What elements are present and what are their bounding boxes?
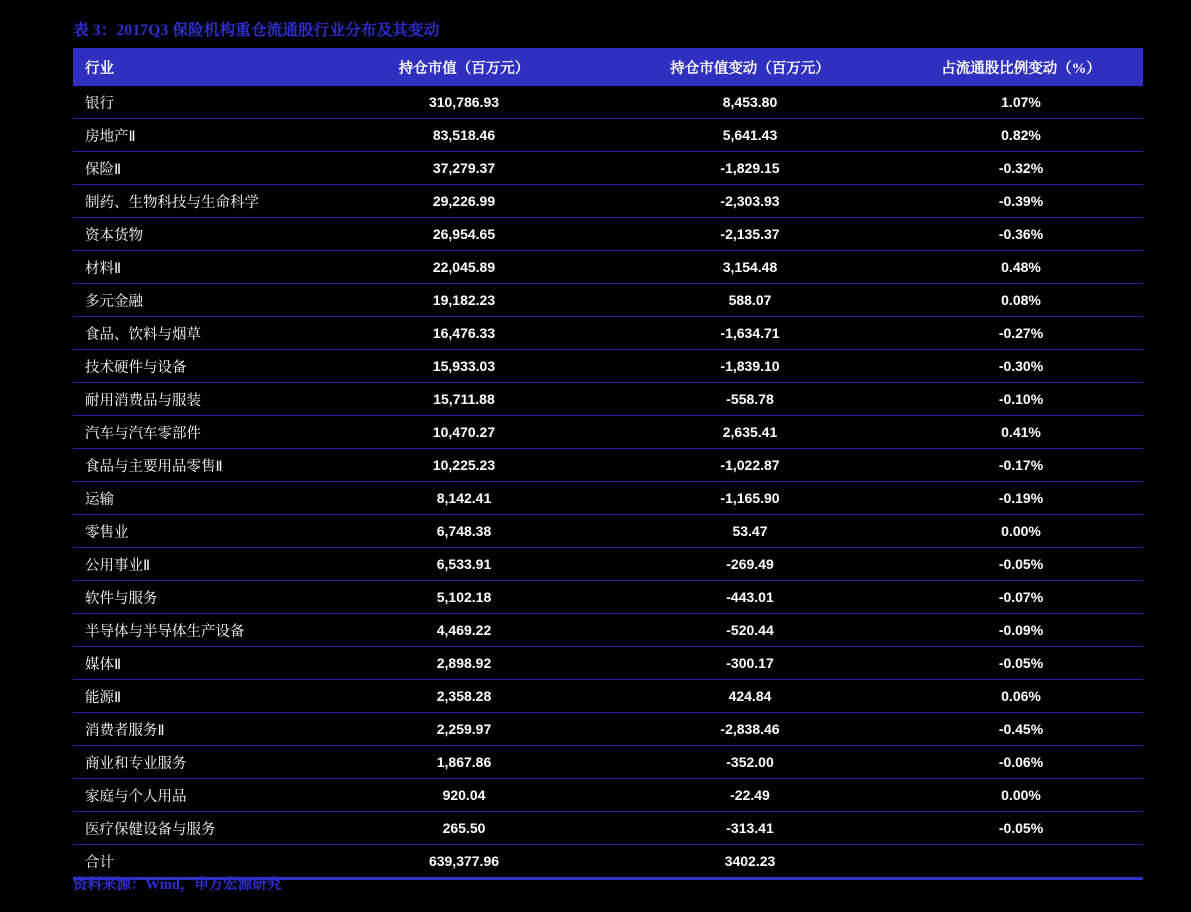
cell-ratio-change: 0.00% [899,515,1143,548]
cell-ratio-change: -0.45% [899,713,1143,746]
cell-market-value: 6,748.38 [327,515,601,548]
cell-market-value: 6,533.91 [327,548,601,581]
cell-industry: 保险Ⅱ [73,152,327,185]
cell-ratio-change: 1.07% [899,86,1143,119]
cell-market-value: 8,142.41 [327,482,601,515]
cell-industry: 公用事业Ⅱ [73,548,327,581]
table-body [73,86,1143,879]
cell-market-value: 19,182.23 [327,284,601,317]
table-row [73,251,1143,284]
cell-ratio-change: -0.05% [899,812,1143,845]
cell-ratio-change: -0.32% [899,152,1143,185]
cell-market-value: 5,102.18 [327,581,601,614]
cell-market-value-change: 3402.23 [601,845,899,879]
cell-market-value-change: -269.49 [601,548,899,581]
table-row [73,185,1143,218]
cell-ratio-change: -0.19% [899,482,1143,515]
cell-ratio-change: 0.00% [899,779,1143,812]
table-row [73,812,1143,845]
cell-market-value: 15,711.88 [327,383,601,416]
cell-ratio-change: -0.36% [899,218,1143,251]
cell-market-value-change: -1,022.87 [601,449,899,482]
cell-market-value-change: -1,165.90 [601,482,899,515]
cell-market-value: 16,476.33 [327,317,601,350]
cell-market-value: 37,279.37 [327,152,601,185]
cell-industry: 家庭与个人用品 [73,779,327,812]
cell-market-value-change: -443.01 [601,581,899,614]
cell-industry: 多元金融 [73,284,327,317]
cell-market-value: 10,225.23 [327,449,601,482]
table-row [73,416,1143,449]
cell-market-value-change: -2,838.46 [601,713,899,746]
table-title: 表 3：2017Q3 保险机构重仓流通股行业分布及其变动 [73,22,440,39]
cell-industry: 消费者服务Ⅱ [73,713,327,746]
table-row [73,152,1143,185]
table-row [73,350,1143,383]
cell-industry: 医疗保健设备与服务 [73,812,327,845]
cell-market-value: 15,933.03 [327,350,601,383]
table-row [73,614,1143,647]
cell-industry: 媒体Ⅱ [73,647,327,680]
cell-market-value: 26,954.65 [327,218,601,251]
table-row [73,86,1143,119]
cell-ratio-change: 0.41% [899,416,1143,449]
cell-market-value: 10,470.27 [327,416,601,449]
cell-industry: 合计 [73,845,327,879]
cell-industry: 半导体与半导体生产设备 [73,614,327,647]
cell-industry: 资本货物 [73,218,327,251]
cell-industry: 耐用消费品与服装 [73,383,327,416]
cell-ratio-change: -0.17% [899,449,1143,482]
industry-holdings-table [73,48,1143,880]
cell-industry: 商业和专业服务 [73,746,327,779]
cell-ratio-change: -0.09% [899,614,1143,647]
table-row [73,680,1143,713]
cell-market-value-change: -2,303.93 [601,185,899,218]
column-header-industry: 行业 [73,48,327,86]
table-row [73,119,1143,152]
cell-ratio-change: -0.30% [899,350,1143,383]
cell-market-value-change: 2,635.41 [601,416,899,449]
cell-industry: 制药、生物科技与生命科学 [73,185,327,218]
cell-market-value-change: -1,634.71 [601,317,899,350]
cell-market-value-change: -558.78 [601,383,899,416]
table-container [73,48,1101,880]
cell-ratio-change: -0.10% [899,383,1143,416]
column-header-market-value: 持仓市值（百万元） [327,48,601,86]
cell-industry: 技术硬件与设备 [73,350,327,383]
table-row [73,515,1143,548]
table-row [73,482,1143,515]
cell-market-value-change: 424.84 [601,680,899,713]
cell-market-value: 265.50 [327,812,601,845]
table-row [73,647,1143,680]
cell-market-value-change: -300.17 [601,647,899,680]
cell-industry: 软件与服务 [73,581,327,614]
cell-industry: 能源Ⅱ [73,680,327,713]
source-note: 资料来源：Wind，申万宏源研究 [73,877,282,893]
cell-ratio-change [899,845,1143,879]
cell-market-value: 83,518.46 [327,119,601,152]
cell-market-value-change: -2,135.37 [601,218,899,251]
cell-industry: 银行 [73,86,327,119]
column-header-ratio-change: 占流通股比例变动（%） [899,48,1143,86]
cell-market-value-change: 8,453.80 [601,86,899,119]
cell-ratio-change: -0.05% [899,548,1143,581]
cell-market-value: 4,469.22 [327,614,601,647]
cell-market-value-change: 53.47 [601,515,899,548]
cell-market-value-change: 588.07 [601,284,899,317]
cell-industry: 食品与主要用品零售Ⅱ [73,449,327,482]
table-row [73,548,1143,581]
cell-market-value-change: 3,154.48 [601,251,899,284]
cell-market-value-change: -1,839.10 [601,350,899,383]
cell-industry: 材料Ⅱ [73,251,327,284]
cell-market-value: 639,377.96 [327,845,601,879]
cell-ratio-change: -0.05% [899,647,1143,680]
cell-industry: 运输 [73,482,327,515]
cell-market-value-change: -1,829.15 [601,152,899,185]
table-row [73,317,1143,350]
cell-market-value: 29,226.99 [327,185,601,218]
table-row [73,713,1143,746]
cell-market-value-change: -352.00 [601,746,899,779]
cell-industry: 房地产Ⅱ [73,119,327,152]
cell-market-value-change: -22.49 [601,779,899,812]
cell-market-value-change: -520.44 [601,614,899,647]
cell-market-value: 2,259.97 [327,713,601,746]
table-row [73,746,1143,779]
table-row [73,779,1143,812]
table-row [73,581,1143,614]
cell-industry: 汽车与汽车零部件 [73,416,327,449]
cell-ratio-change: 0.82% [899,119,1143,152]
cell-industry: 食品、饮料与烟草 [73,317,327,350]
table-row [73,383,1143,416]
cell-ratio-change: 0.48% [899,251,1143,284]
column-header-market-value-change: 持仓市值变动（百万元） [601,48,899,86]
cell-ratio-change: -0.39% [899,185,1143,218]
table-header [73,48,1143,86]
table-header-row [73,48,1143,86]
table-row [73,449,1143,482]
cell-market-value: 2,898.92 [327,647,601,680]
cell-market-value-change: -313.41 [601,812,899,845]
cell-industry: 零售业 [73,515,327,548]
cell-ratio-change: 0.08% [899,284,1143,317]
cell-market-value: 920.04 [327,779,601,812]
cell-ratio-change: 0.06% [899,680,1143,713]
table-row [73,218,1143,251]
cell-market-value: 2,358.28 [327,680,601,713]
cell-market-value: 22,045.89 [327,251,601,284]
cell-ratio-change: -0.07% [899,581,1143,614]
cell-market-value: 310,786.93 [327,86,601,119]
table-row [73,284,1143,317]
cell-ratio-change: -0.27% [899,317,1143,350]
cell-market-value: 1,867.86 [327,746,601,779]
cell-market-value-change: 5,641.43 [601,119,899,152]
cell-ratio-change: -0.06% [899,746,1143,779]
